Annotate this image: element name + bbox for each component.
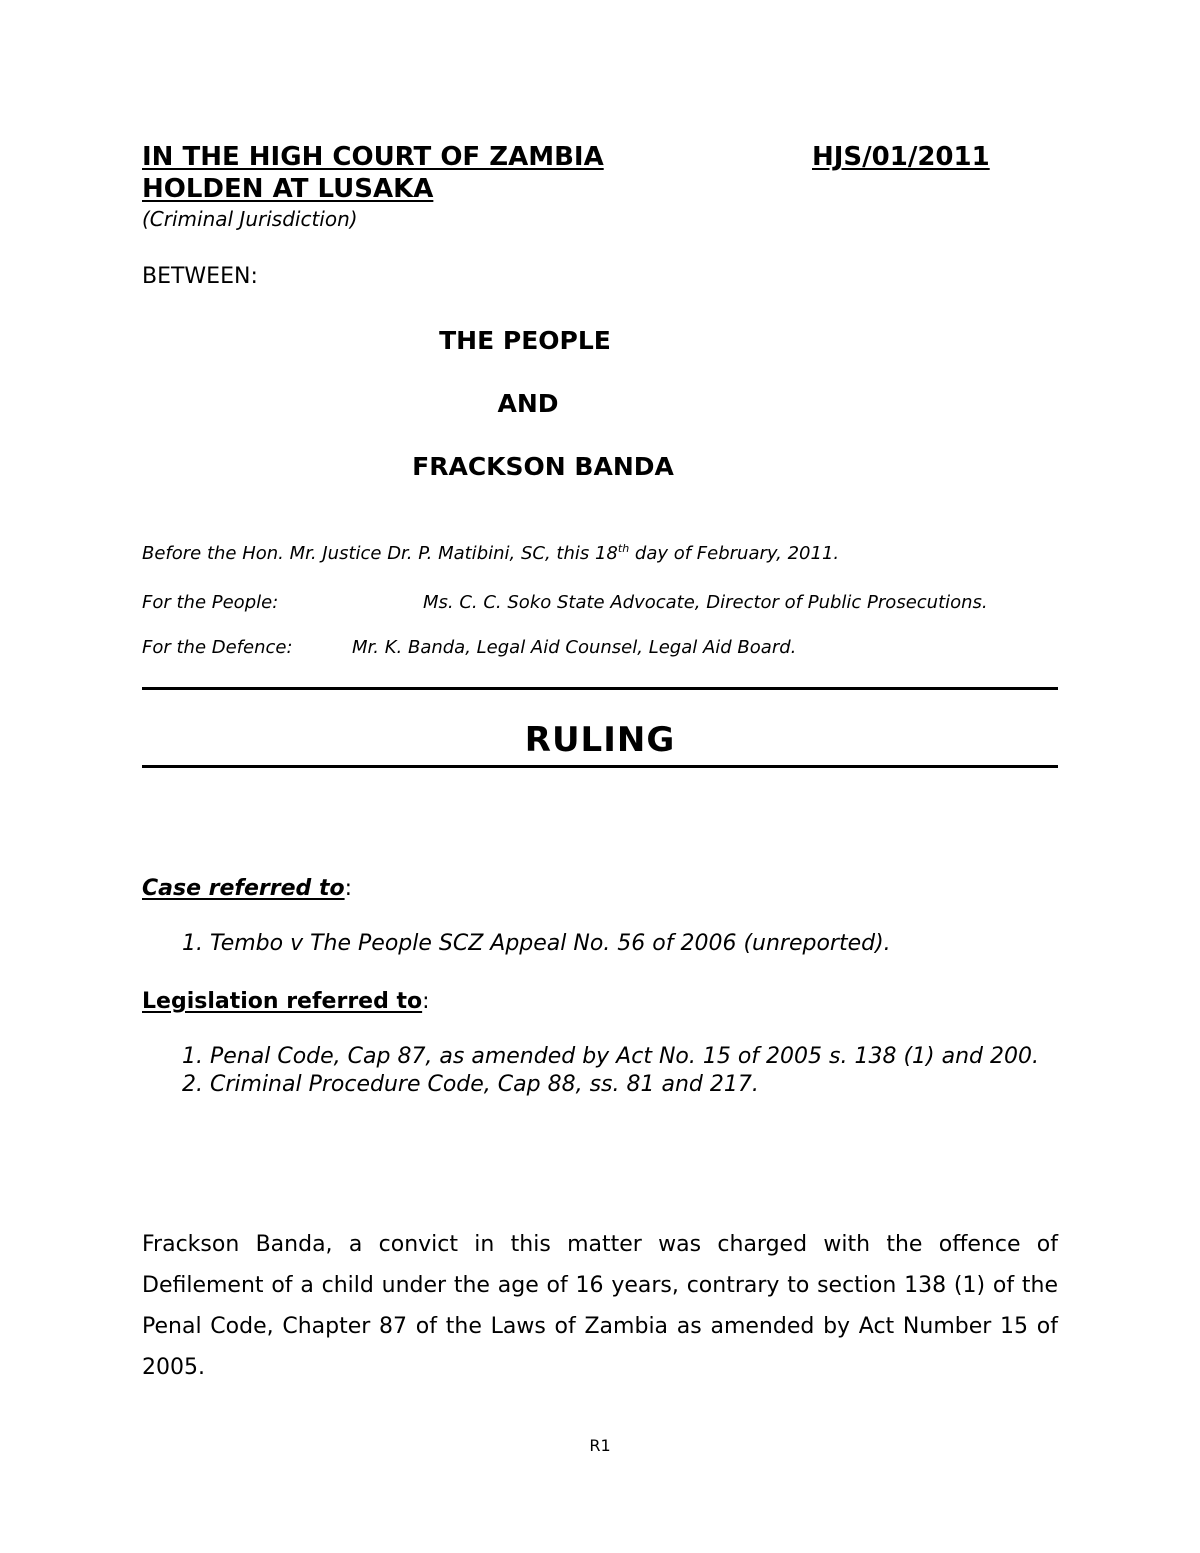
case-item: 1. Tembo v The People SCZ Appeal No. 56 of 2006 (unreported). (210, 930, 1058, 958)
cases-heading-text: Case referred to (142, 876, 345, 901)
body-paragraph: Frackson Banda, a convict in this matter was charged with the offence of Defilement of a child under the age of 16 years, contrary to section 138 (1) of the Penal Code, Chapter 87 of the Laws of Zambia as amended by Act Number 15 of 2005. (142, 1232, 1058, 1380)
before-line (142, 542, 839, 564)
before-suffix: day of February, 2011. (629, 543, 840, 564)
case-number: HJS/01/2011 (812, 142, 990, 172)
legislation-heading-text: Legislation referred to (142, 989, 423, 1014)
holden-at: HOLDEN AT LUSAKA (142, 174, 434, 204)
people-counsel: Ms. C. C. Soko State Advocate, Director of Public Prosecutions. (423, 592, 988, 613)
cases-list (142, 930, 1058, 958)
top-divider (142, 687, 1058, 690)
defence-label: For the Defence: (142, 637, 293, 658)
cases-heading (142, 876, 352, 901)
between-label: BETWEEN: (142, 264, 258, 289)
jurisdiction: (Criminal Jurisdiction) (142, 207, 358, 231)
ruling-title: RULING (524, 720, 676, 760)
legislation-heading (142, 989, 430, 1014)
legislation-heading-colon: : (422, 989, 430, 1014)
defence-counsel: Mr. K. Banda, Legal Aid Counsel, Legal Aid Board. (352, 637, 797, 658)
people-label: For the People: (142, 592, 279, 613)
legislation-item: 1. Penal Code, Cap 87, as amended by Act No. 15 of 2005 s. 138 (1) and 200. (210, 1043, 1058, 1071)
court-title: IN THE HIGH COURT OF ZAMBIA (142, 142, 604, 172)
cases-heading-colon: : (344, 876, 353, 901)
before-ordinal: th (617, 542, 630, 555)
legislation-list (142, 1043, 1058, 1099)
page-number: R1 (589, 1436, 611, 1455)
and-conjunction: AND (497, 389, 559, 418)
before-prefix: Before the Hon. Mr. Justice Dr. P. Matibini, SC, this 18 (142, 543, 618, 564)
legislation-item: 2. Criminal Procedure Code, Cap 88, ss. 81 and 217. (210, 1071, 1058, 1099)
plaintiff-name: THE PEOPLE (439, 326, 611, 355)
bottom-divider (142, 765, 1058, 768)
accused-name: FRACKSON BANDA (412, 452, 674, 481)
